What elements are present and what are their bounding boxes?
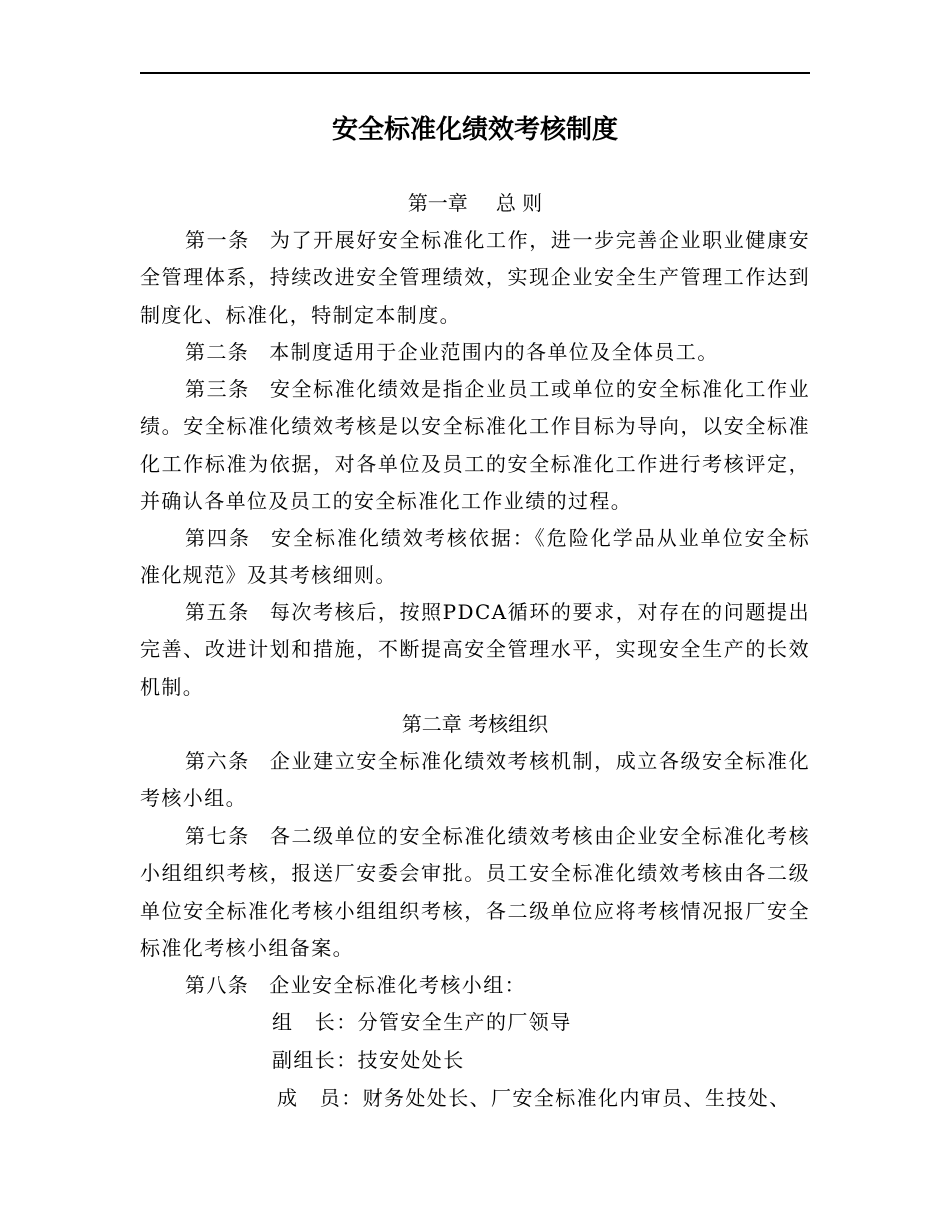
article-1-label: 第一条 xyxy=(185,228,250,252)
article-5-text: 每次考核后，按照PDCA循环的要求，对存在的问题提出完善、改进计划和措施，不断提高安全管理水平，实现安全生产的长效机制。 xyxy=(140,600,811,699)
article-2-label: 第二条 xyxy=(185,340,250,364)
article-3-label: 第三条 xyxy=(185,377,250,401)
article-7 xyxy=(140,818,810,967)
chapter-1-name: 总 则 xyxy=(495,191,543,215)
article-7-label: 第七条 xyxy=(185,824,250,848)
chapter-1-heading xyxy=(140,185,810,222)
chapter-2-heading: 第二章 考核组织 xyxy=(401,712,549,736)
article-5 xyxy=(140,594,810,706)
article-4-label: 第四条 xyxy=(185,526,251,550)
chapter-1-label: 第一章 xyxy=(407,191,468,215)
group-members: 成 员：财务处处长、厂安全标准化内审员、生技处、 xyxy=(277,1086,791,1110)
article-7-text: 各二级单位的安全标准化绩效考核由企业安全标准化考核小组组织考核，报送厂安委会审批。员工安全标准化绩效考核由各二级单位安全标准化考核小组组织考核，各二级单位应将考核情况报厂安全标准化考核小组备案。 xyxy=(140,824,811,960)
article-2-text: 本制度适用于企业范围内的各单位及全体员工。 xyxy=(269,340,719,364)
article-2 xyxy=(140,334,810,371)
article-6-text: 企业建立安全标准化绩效考核机制，成立各级安全标准化考核小组。 xyxy=(140,749,811,811)
article-1 xyxy=(140,222,810,334)
article-8-text: 企业安全标准化考核小组： xyxy=(269,973,527,997)
header-rule xyxy=(140,72,810,74)
article-8-label: 第八条 xyxy=(185,973,250,997)
article-3 xyxy=(140,371,810,520)
article-6-label: 第六条 xyxy=(185,749,250,773)
article-4 xyxy=(140,520,810,595)
article-4-text: 安全标准化绩效考核依据：《危险化学品从业单位安全标准化规范》及其考核细则。 xyxy=(140,526,811,588)
article-6 xyxy=(140,743,810,818)
document-title: 安全标准化绩效考核制度 xyxy=(331,115,618,145)
article-3-text: 安全标准化绩效是指企业员工或单位的安全标准化工作业绩。安全标准化绩效考核是以安全标准化工作目标为导向，以安全标准化工作标准为依据，对各单位及员工的安全标准化工作进行考核评定，并确认各单位及员工的安全标准化工作业绩的过程。 xyxy=(140,377,811,513)
group-deputy: 副组长：技安处处长 xyxy=(272,1048,465,1072)
article-5-label: 第五条 xyxy=(185,600,250,624)
article-8 xyxy=(140,967,810,1004)
article-1-text: 为了开展好安全标准化工作，进一步完善企业职业健康安全管理体系，持续改进安全管理绩效，实现企业安全生产管理工作达到制度化、标准化，特制定本制度。 xyxy=(140,228,811,327)
group-leader: 组 长：分管安全生产的厂领导 xyxy=(272,1010,572,1034)
